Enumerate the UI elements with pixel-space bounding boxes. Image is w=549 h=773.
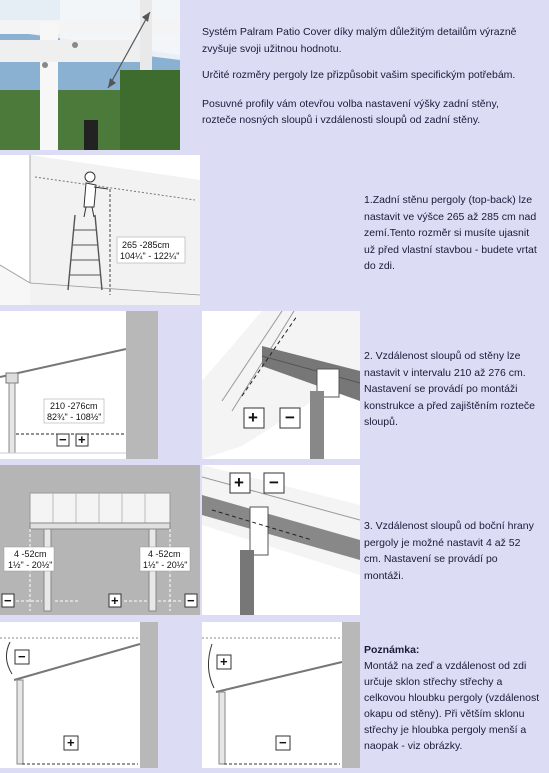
diagram-slope-steep: [0, 622, 158, 768]
plus-icon: [64, 735, 78, 750]
svg-text:−: −: [285, 408, 295, 427]
side-distance-diagram: [0, 465, 200, 615]
intro-paragraph-1: Systém Palram Patio Cover díky malým důležitým detailům výrazně zvyšuje svoji užitnou hodnotu.: [202, 26, 517, 55]
dim-side-right-in: 1½" - 20½": [143, 560, 188, 570]
note-title: Poznámka:: [364, 644, 420, 656]
note-text: Montáž na zeď a vzdálenost od zdi určuje sklon střechy střechy a celkovou hloubku pergoly (vzdálenost okapu od stěny). Při větším sklonu střechy je hloubka pergoly menší a naopak - viz obrázky.: [364, 660, 540, 752]
diagram-side-distance: [0, 465, 200, 615]
svg-text:+: +: [220, 654, 228, 669]
plus-icon: [109, 593, 121, 608]
minus-icon: [185, 593, 197, 608]
wall-height-diagram: [0, 155, 200, 305]
dim-height-in: 104¼" - 122¼": [120, 251, 180, 261]
plus-icon: [230, 473, 250, 493]
plus-icon: [217, 654, 231, 669]
detail-post-slide: [202, 311, 360, 459]
minus-icon: [276, 735, 290, 750]
post-distance-diagram: [0, 311, 158, 459]
svg-text:−: −: [269, 473, 279, 492]
svg-text:+: +: [111, 593, 119, 608]
dim-side-left-in: 1½" - 20½": [8, 560, 53, 570]
plus-icon: [76, 432, 88, 447]
svg-text:−: −: [279, 735, 287, 750]
detail-side-slide: [202, 465, 360, 615]
minus-icon: [264, 473, 284, 493]
dim-side-right-cm: 4 -52cm: [148, 549, 181, 559]
svg-text:−: −: [59, 432, 67, 447]
svg-text:−: −: [18, 649, 26, 664]
svg-text:−: −: [187, 593, 195, 608]
plus-icon: [244, 408, 264, 428]
intro-text: [202, 24, 532, 139]
svg-text:+: +: [78, 432, 86, 447]
section3-text: 3. Vzdálenost sloupů od boční hrany pergoly je možné nastavit 4 až 52 cm. Nastavení se provádí po montáži.: [364, 520, 534, 582]
dim-post-in: 82¾" - 108½": [47, 412, 102, 422]
post-slide-detail: [202, 311, 360, 459]
diagram-slope-shallow: [202, 622, 360, 768]
svg-text:+: +: [248, 408, 258, 427]
note-block: [364, 642, 546, 754]
slope-steep-diagram: [0, 622, 158, 768]
minus-icon: [57, 432, 69, 447]
svg-text:+: +: [67, 735, 75, 750]
diagram-wall-height: [0, 155, 200, 305]
minus-icon: [280, 408, 300, 428]
section2-text: 2. Vzdálenost sloupů od stěny lze nastavit v intervalu 210 až 276 cm. Nastavení se provádí po montáži konstrukce a před zajištěním rozteče sloupů.: [364, 350, 535, 428]
intro-paragraph-2: Určité rozměry pergoly lze přizpůsobit vašim specifickým potřebám.: [202, 69, 516, 81]
dim-side-left-cm: 4 -52cm: [14, 549, 47, 559]
dim-height-cm: 265 -285cm: [122, 240, 170, 250]
minus-icon: [2, 593, 14, 608]
diagram-post-distance: [0, 311, 158, 459]
photo-illustration: [0, 0, 180, 150]
dim-post-cm: 210 -276cm: [50, 401, 98, 411]
minus-icon: [15, 649, 29, 664]
svg-text:+: +: [234, 473, 244, 492]
section1-text: 1.Zadní stěnu pergoly (top-back) lze nastavit ve výšce 265 až 285 cm nad zemí.Tento rozměr si musíte ujasnit už před vlastní stavbou - budete vrtat do zdi.: [364, 194, 537, 272]
side-slide-detail: [202, 465, 360, 615]
top-photo: [0, 0, 180, 150]
intro-paragraph-3: Posuvné profily vám otevřou volba nastavení výšky zadní stěny, rozteče nosných sloupů i vzdálenosti sloupů od zadní stěny.: [202, 97, 499, 126]
slope-shallow-diagram: [202, 622, 360, 768]
svg-text:−: −: [4, 593, 12, 608]
